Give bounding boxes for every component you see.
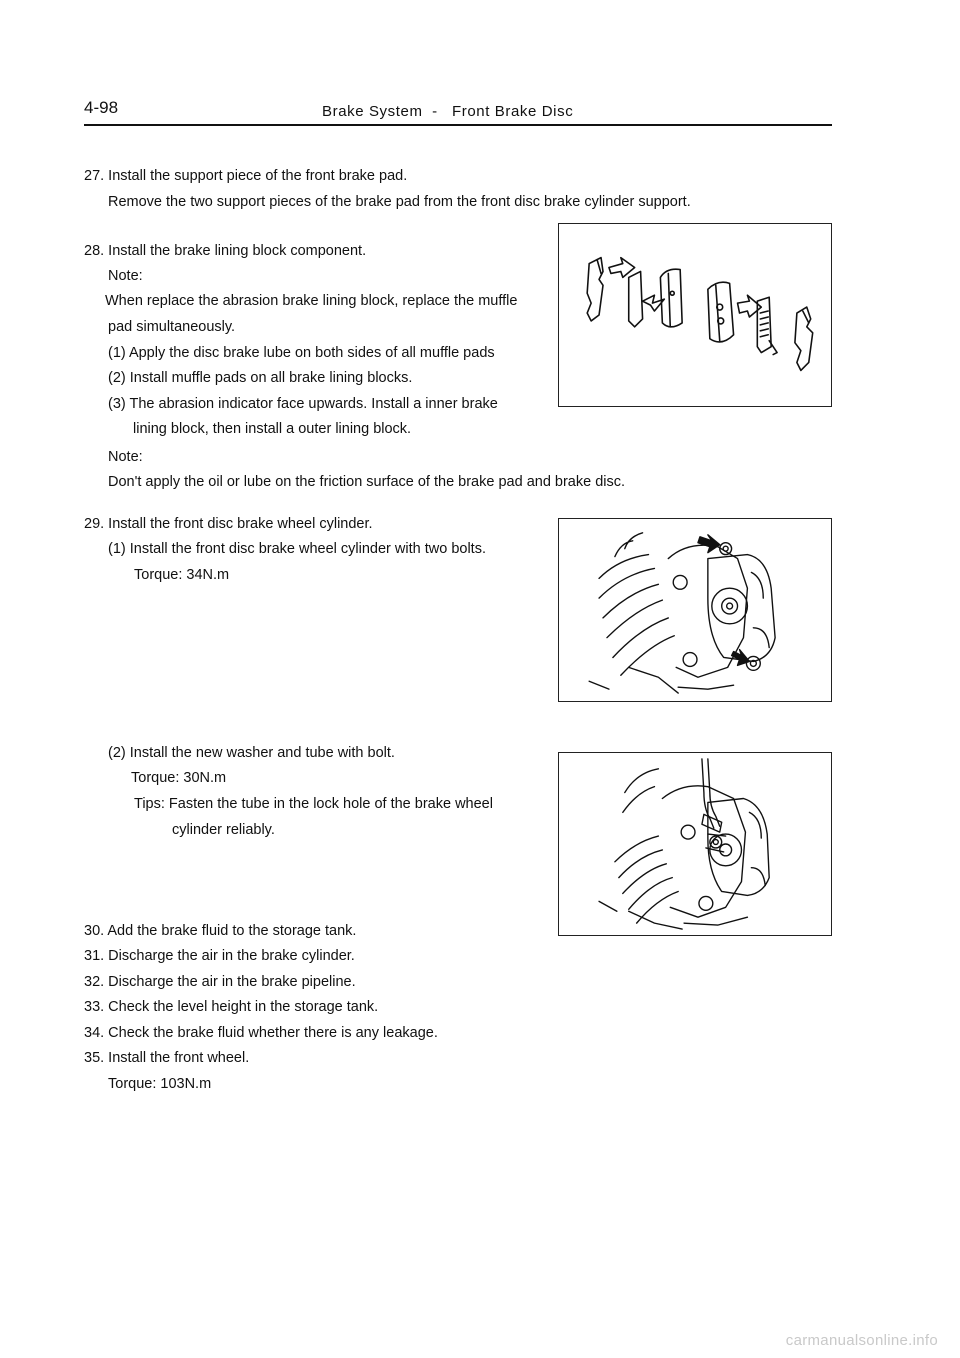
step-28-sub3-line1: (3) The abrasion indicator face upwards. Install a inner brake (108, 396, 498, 412)
step-27-title: 27. Install the support piece of the front brake pad. (84, 168, 408, 184)
step-28-title: 28. Install the brake lining block component. (84, 243, 367, 259)
caliper-bolts-figure (558, 518, 832, 702)
step-29-torque1: Torque: 34N.m (134, 567, 230, 583)
step-28-note2-label: Note: (108, 449, 143, 465)
step-34: 34. Check the brake fluid whether there is any leakage. (84, 1025, 438, 1041)
step-30: 30. Add the brake fluid to the storage tank. (84, 923, 357, 939)
page-number: 4-98 (84, 98, 119, 117)
step-28-note-line1: When replace the abrasion brake lining block, replace the muffle (105, 293, 518, 309)
step-29-sub1: (1) Install the front disc brake wheel cylinder with two bolts. (108, 541, 486, 557)
brake-pad-components-figure (558, 223, 832, 407)
section-title: Brake System - Front Brake Disc (322, 103, 574, 120)
caliper-hose-figure (558, 752, 832, 936)
step-29-sub2: (2) Install the new washer and tube with bolt. (108, 745, 395, 761)
step-35: 35. Install the front wheel. (84, 1050, 250, 1066)
step-32: 32. Discharge the air in the brake pipeline. (84, 974, 356, 990)
step-33: 33. Check the level height in the storage tank. (84, 999, 379, 1015)
step-28-sub3-line2: lining block, then install a outer lining block. (133, 421, 412, 437)
step-28-sub1: (1) Apply the disc brake lube on both sides of all muffle pads (108, 345, 495, 361)
step-29-tips-line1: Tips: Fasten the tube in the lock hole of the brake wheel (134, 796, 493, 812)
step-28-sub2: (2) Install muffle pads on all brake lining blocks. (108, 370, 413, 386)
step-29-tips-line2: cylinder reliably. (172, 822, 275, 838)
step-29-title: 29. Install the front disc brake wheel cylinder. (84, 516, 373, 532)
step-29-torque2: Torque: 30N.m (131, 770, 227, 786)
step-31: 31. Discharge the air in the brake cylinder. (84, 948, 355, 964)
step-35-torque: Torque: 103N.m (108, 1076, 212, 1092)
watermark: carmanualsonline.info (785, 1332, 938, 1349)
step-27-body: Remove the two support pieces of the brake pad from the front disc brake cylinder support. (108, 194, 691, 210)
step-28-note-label: Note: (108, 268, 143, 284)
step-28-note2-text: Don't apply the oil or lube on the friction surface of the brake pad and brake disc. (108, 474, 626, 490)
header-rule (84, 124, 832, 126)
step-28-note-line2: pad simultaneously. (108, 319, 236, 335)
